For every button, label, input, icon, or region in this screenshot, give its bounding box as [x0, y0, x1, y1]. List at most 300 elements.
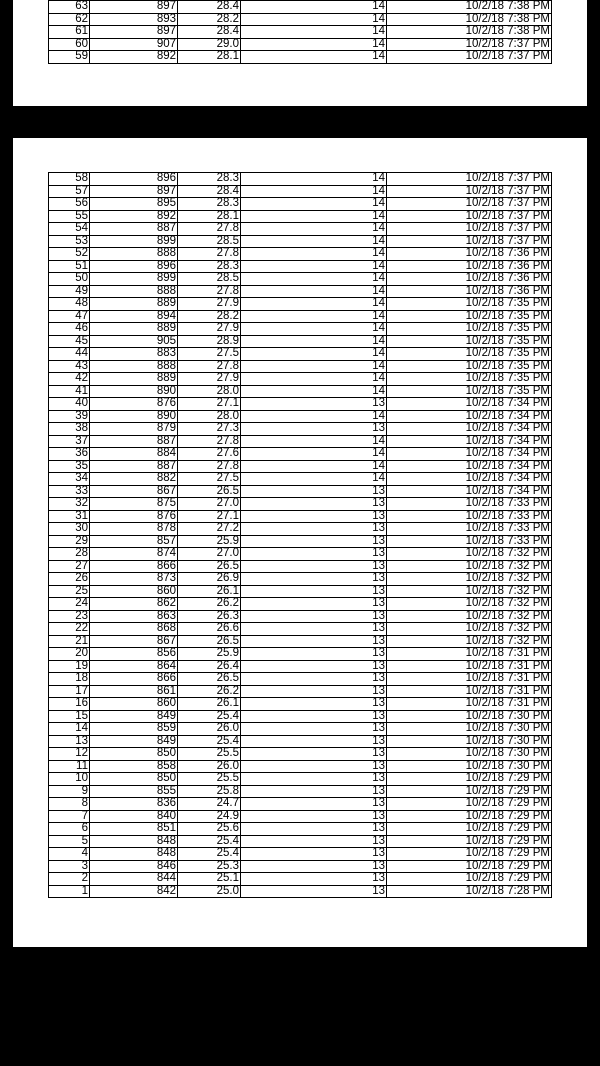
cell-count: 14	[241, 285, 387, 298]
cell-reading: 28.3	[178, 260, 241, 273]
cell-reading: 28.5	[178, 273, 241, 286]
cell-value: 862	[90, 598, 178, 611]
cell-timestamp: 10/2/18 7:36 PM	[387, 260, 552, 273]
cell-timestamp: 10/2/18 7:31 PM	[387, 648, 552, 661]
cell-count: 13	[241, 398, 387, 411]
cell-reading: 27.5	[178, 473, 241, 486]
cell-timestamp: 10/2/18 7:37 PM	[387, 223, 552, 236]
cell-reading: 27.9	[178, 373, 241, 386]
cell-id: 22	[49, 623, 90, 636]
cell-id: 51	[49, 260, 90, 273]
table-row	[49, 610, 552, 623]
cell-reading: 28.2	[178, 310, 241, 323]
cell-reading: 27.3	[178, 423, 241, 436]
cell-timestamp: 10/2/18 7:35 PM	[387, 348, 552, 361]
table-row	[49, 560, 552, 573]
cell-timestamp: 10/2/18 7:34 PM	[387, 448, 552, 461]
table-row	[49, 660, 552, 673]
cell-timestamp: 10/2/18 7:30 PM	[387, 710, 552, 723]
cell-reading: 28.5	[178, 235, 241, 248]
cell-timestamp: 10/2/18 7:37 PM	[387, 185, 552, 198]
cell-reading: 28.0	[178, 385, 241, 398]
cell-reading: 28.3	[178, 173, 241, 186]
cell-count: 14	[241, 38, 387, 51]
cell-id: 9	[49, 785, 90, 798]
table-row	[49, 38, 552, 51]
cell-timestamp: 10/2/18 7:35 PM	[387, 298, 552, 311]
cell-value: 855	[90, 785, 178, 798]
cell-timestamp: 10/2/18 7:31 PM	[387, 698, 552, 711]
cell-id: 21	[49, 635, 90, 648]
cell-value: 889	[90, 373, 178, 386]
cell-reading: 27.1	[178, 398, 241, 411]
table-row	[49, 635, 552, 648]
cell-id: 27	[49, 560, 90, 573]
cell-id: 23	[49, 610, 90, 623]
cell-count: 14	[241, 198, 387, 211]
cell-count: 13	[241, 810, 387, 823]
cell-reading: 25.6	[178, 823, 241, 836]
cell-count: 14	[241, 1, 387, 14]
cell-count: 13	[241, 523, 387, 536]
cell-count: 13	[241, 660, 387, 673]
cell-count: 13	[241, 785, 387, 798]
cell-value: 873	[90, 573, 178, 586]
cell-reading: 24.9	[178, 810, 241, 823]
table-row	[49, 698, 552, 711]
table-row	[49, 548, 552, 561]
table-row	[49, 760, 552, 773]
cell-value: 859	[90, 723, 178, 736]
cell-reading: 25.1	[178, 873, 241, 886]
cell-timestamp: 10/2/18 7:32 PM	[387, 635, 552, 648]
table-row	[49, 648, 552, 661]
cell-id: 5	[49, 835, 90, 848]
cell-id: 38	[49, 423, 90, 436]
table-row	[49, 310, 552, 323]
table-row	[49, 348, 552, 361]
table-row	[49, 848, 552, 861]
cell-reading: 25.4	[178, 848, 241, 861]
table-row	[49, 673, 552, 686]
cell-timestamp: 10/2/18 7:29 PM	[387, 848, 552, 861]
cell-id: 29	[49, 535, 90, 548]
cell-id: 32	[49, 498, 90, 511]
cell-id: 11	[49, 760, 90, 773]
cell-reading: 27.5	[178, 348, 241, 361]
cell-timestamp: 10/2/18 7:34 PM	[387, 485, 552, 498]
table-row	[49, 823, 552, 836]
cell-value: 883	[90, 348, 178, 361]
cell-value: 892	[90, 51, 178, 64]
cell-timestamp: 10/2/18 7:29 PM	[387, 773, 552, 786]
cell-timestamp: 10/2/18 7:31 PM	[387, 685, 552, 698]
cell-timestamp: 10/2/18 7:34 PM	[387, 460, 552, 473]
cell-id: 56	[49, 198, 90, 211]
cell-count: 13	[241, 585, 387, 598]
cell-reading: 25.8	[178, 785, 241, 798]
table-row	[49, 260, 552, 273]
cell-id: 16	[49, 698, 90, 711]
cell-timestamp: 10/2/18 7:38 PM	[387, 26, 552, 39]
cell-reading: 27.6	[178, 448, 241, 461]
cell-timestamp: 10/2/18 7:32 PM	[387, 610, 552, 623]
cell-reading: 26.5	[178, 673, 241, 686]
cell-value: 895	[90, 198, 178, 211]
cell-value: 866	[90, 673, 178, 686]
table-row	[49, 710, 552, 723]
cell-id: 7	[49, 810, 90, 823]
cell-reading: 27.0	[178, 498, 241, 511]
table-row	[49, 485, 552, 498]
cell-id: 12	[49, 748, 90, 761]
cell-timestamp: 10/2/18 7:29 PM	[387, 798, 552, 811]
cell-reading: 28.9	[178, 335, 241, 348]
cell-count: 14	[241, 223, 387, 236]
cell-count: 13	[241, 798, 387, 811]
table-row	[49, 785, 552, 798]
cell-id: 18	[49, 673, 90, 686]
cell-id: 8	[49, 798, 90, 811]
cell-count: 14	[241, 26, 387, 39]
cell-value: 897	[90, 185, 178, 198]
cell-value: 889	[90, 298, 178, 311]
cell-value: 887	[90, 435, 178, 448]
cell-timestamp: 10/2/18 7:32 PM	[387, 585, 552, 598]
cell-id: 45	[49, 335, 90, 348]
cell-timestamp: 10/2/18 7:36 PM	[387, 273, 552, 286]
table-row	[49, 13, 552, 26]
cell-timestamp: 10/2/18 7:35 PM	[387, 385, 552, 398]
cell-value: 874	[90, 548, 178, 561]
cell-reading: 26.2	[178, 685, 241, 698]
cell-reading: 25.5	[178, 748, 241, 761]
cell-timestamp: 10/2/18 7:30 PM	[387, 735, 552, 748]
cell-id: 48	[49, 298, 90, 311]
cell-timestamp: 10/2/18 7:33 PM	[387, 535, 552, 548]
cell-reading: 28.1	[178, 51, 241, 64]
cell-value: 857	[90, 535, 178, 548]
cell-count: 13	[241, 848, 387, 861]
cell-value: 849	[90, 710, 178, 723]
cell-reading: 27.9	[178, 323, 241, 336]
cell-reading: 27.8	[178, 223, 241, 236]
cell-id: 15	[49, 710, 90, 723]
cell-id: 52	[49, 248, 90, 261]
cell-count: 14	[241, 248, 387, 261]
table-row	[49, 835, 552, 848]
cell-reading: 26.9	[178, 573, 241, 586]
cell-timestamp: 10/2/18 7:29 PM	[387, 860, 552, 873]
cell-count: 13	[241, 535, 387, 548]
document-page-2	[13, 138, 587, 947]
cell-value: 850	[90, 773, 178, 786]
cell-timestamp: 10/2/18 7:32 PM	[387, 573, 552, 586]
table-row	[49, 623, 552, 636]
cell-id: 63	[49, 1, 90, 14]
cell-reading: 27.2	[178, 523, 241, 536]
cell-value: 863	[90, 610, 178, 623]
cell-value: 893	[90, 13, 178, 26]
cell-reading: 28.0	[178, 410, 241, 423]
cell-count: 14	[241, 51, 387, 64]
cell-id: 44	[49, 348, 90, 361]
cell-count: 13	[241, 748, 387, 761]
data-table-page-1	[48, 0, 552, 64]
cell-value: 860	[90, 585, 178, 598]
cell-count: 13	[241, 548, 387, 561]
cell-value: 856	[90, 648, 178, 661]
cell-value: 887	[90, 223, 178, 236]
cell-reading: 27.8	[178, 435, 241, 448]
cell-value: 892	[90, 210, 178, 223]
cell-id: 37	[49, 435, 90, 448]
cell-value: 861	[90, 685, 178, 698]
table-row	[49, 460, 552, 473]
cell-reading: 25.3	[178, 860, 241, 873]
table-row	[49, 473, 552, 486]
cell-reading: 26.0	[178, 760, 241, 773]
cell-timestamp: 10/2/18 7:33 PM	[387, 498, 552, 511]
cell-value: 890	[90, 385, 178, 398]
table-row	[49, 385, 552, 398]
cell-timestamp: 10/2/18 7:34 PM	[387, 473, 552, 486]
cell-id: 28	[49, 548, 90, 561]
cell-reading: 25.0	[178, 885, 241, 898]
cell-timestamp: 10/2/18 7:37 PM	[387, 38, 552, 51]
cell-timestamp: 10/2/18 7:38 PM	[387, 13, 552, 26]
table-row	[49, 1, 552, 14]
table-row	[49, 885, 552, 898]
table-row	[49, 235, 552, 248]
cell-timestamp: 10/2/18 7:29 PM	[387, 873, 552, 886]
cell-count: 13	[241, 723, 387, 736]
cell-count: 13	[241, 760, 387, 773]
cell-value: 836	[90, 798, 178, 811]
cell-value: 858	[90, 760, 178, 773]
cell-count: 14	[241, 410, 387, 423]
cell-value: 848	[90, 835, 178, 848]
table-row	[49, 273, 552, 286]
cell-count: 14	[241, 210, 387, 223]
cell-value: 850	[90, 748, 178, 761]
cell-reading: 26.5	[178, 485, 241, 498]
cell-timestamp: 10/2/18 7:35 PM	[387, 335, 552, 348]
cell-count: 13	[241, 573, 387, 586]
table-row	[49, 510, 552, 523]
cell-reading: 25.4	[178, 835, 241, 848]
cell-reading: 25.4	[178, 735, 241, 748]
cell-value: 905	[90, 335, 178, 348]
cell-id: 54	[49, 223, 90, 236]
cell-value: 864	[90, 660, 178, 673]
cell-id: 58	[49, 173, 90, 186]
table-row	[49, 773, 552, 786]
table-row	[49, 435, 552, 448]
cell-value: 866	[90, 560, 178, 573]
cell-reading: 26.0	[178, 723, 241, 736]
cell-id: 10	[49, 773, 90, 786]
cell-count: 13	[241, 685, 387, 698]
cell-timestamp: 10/2/18 7:30 PM	[387, 723, 552, 736]
cell-count: 14	[241, 185, 387, 198]
cell-value: 897	[90, 1, 178, 14]
cell-value: 894	[90, 310, 178, 323]
cell-reading: 28.4	[178, 1, 241, 14]
cell-value: 875	[90, 498, 178, 511]
cell-id: 55	[49, 210, 90, 223]
cell-value: 851	[90, 823, 178, 836]
table-row	[49, 223, 552, 236]
cell-id: 34	[49, 473, 90, 486]
cell-id: 24	[49, 598, 90, 611]
cell-count: 14	[241, 323, 387, 336]
cell-reading: 29.0	[178, 38, 241, 51]
table-row	[49, 298, 552, 311]
cell-reading: 25.5	[178, 773, 241, 786]
cell-reading: 28.4	[178, 26, 241, 39]
cell-count: 14	[241, 173, 387, 186]
cell-id: 2	[49, 873, 90, 886]
table-row	[49, 523, 552, 536]
cell-timestamp: 10/2/18 7:37 PM	[387, 173, 552, 186]
cell-value: 899	[90, 235, 178, 248]
cell-value: 849	[90, 735, 178, 748]
cell-reading: 27.8	[178, 248, 241, 261]
cell-timestamp: 10/2/18 7:37 PM	[387, 198, 552, 211]
cell-timestamp: 10/2/18 7:36 PM	[387, 248, 552, 261]
cell-count: 13	[241, 485, 387, 498]
cell-value: 896	[90, 260, 178, 273]
cell-value: 888	[90, 248, 178, 261]
cell-reading: 27.1	[178, 510, 241, 523]
cell-count: 13	[241, 873, 387, 886]
cell-reading: 25.9	[178, 535, 241, 548]
cell-id: 25	[49, 585, 90, 598]
cell-count: 14	[241, 473, 387, 486]
cell-value: 846	[90, 860, 178, 873]
cell-timestamp: 10/2/18 7:33 PM	[387, 510, 552, 523]
cell-reading: 28.1	[178, 210, 241, 223]
table-row	[49, 248, 552, 261]
cell-timestamp: 10/2/18 7:37 PM	[387, 210, 552, 223]
table-row	[49, 335, 552, 348]
cell-count: 13	[241, 498, 387, 511]
cell-count: 13	[241, 823, 387, 836]
cell-timestamp: 10/2/18 7:34 PM	[387, 410, 552, 423]
cell-reading: 27.8	[178, 285, 241, 298]
cell-value: 896	[90, 173, 178, 186]
cell-timestamp: 10/2/18 7:29 PM	[387, 835, 552, 848]
table-row	[49, 448, 552, 461]
cell-count: 13	[241, 648, 387, 661]
cell-reading: 24.7	[178, 798, 241, 811]
table-row	[49, 873, 552, 886]
cell-id: 30	[49, 523, 90, 536]
cell-value: 878	[90, 523, 178, 536]
cell-value: 890	[90, 410, 178, 423]
cell-count: 13	[241, 510, 387, 523]
cell-id: 61	[49, 26, 90, 39]
cell-reading: 27.8	[178, 460, 241, 473]
cell-id: 4	[49, 848, 90, 861]
cell-id: 36	[49, 448, 90, 461]
cell-id: 33	[49, 485, 90, 498]
cell-value: 882	[90, 473, 178, 486]
cell-value: 860	[90, 698, 178, 711]
cell-reading: 26.1	[178, 585, 241, 598]
cell-id: 1	[49, 885, 90, 898]
cell-timestamp: 10/2/18 7:37 PM	[387, 235, 552, 248]
cell-id: 40	[49, 398, 90, 411]
cell-count: 14	[241, 348, 387, 361]
cell-timestamp: 10/2/18 7:34 PM	[387, 398, 552, 411]
table-row	[49, 723, 552, 736]
cell-timestamp: 10/2/18 7:35 PM	[387, 360, 552, 373]
cell-value: 867	[90, 635, 178, 648]
cell-id: 3	[49, 860, 90, 873]
cell-reading: 26.3	[178, 610, 241, 623]
cell-reading: 28.3	[178, 198, 241, 211]
cell-value: 876	[90, 398, 178, 411]
cell-reading: 27.0	[178, 548, 241, 561]
cell-value: 888	[90, 285, 178, 298]
cell-id: 49	[49, 285, 90, 298]
cell-timestamp: 10/2/18 7:32 PM	[387, 560, 552, 573]
cell-value: 848	[90, 848, 178, 861]
table-row	[49, 373, 552, 386]
table-row	[49, 535, 552, 548]
cell-value: 907	[90, 38, 178, 51]
cell-timestamp: 10/2/18 7:36 PM	[387, 285, 552, 298]
cell-count: 13	[241, 835, 387, 848]
cell-id: 6	[49, 823, 90, 836]
cell-count: 14	[241, 235, 387, 248]
cell-value: 844	[90, 873, 178, 886]
cell-value: 887	[90, 460, 178, 473]
cell-count: 13	[241, 698, 387, 711]
cell-value: 842	[90, 885, 178, 898]
cell-count: 14	[241, 298, 387, 311]
cell-timestamp: 10/2/18 7:31 PM	[387, 660, 552, 673]
table-row	[49, 323, 552, 336]
cell-id: 20	[49, 648, 90, 661]
cell-id: 35	[49, 460, 90, 473]
table-row	[49, 360, 552, 373]
table-row	[49, 398, 552, 411]
table-row	[49, 185, 552, 198]
cell-timestamp: 10/2/18 7:30 PM	[387, 748, 552, 761]
cell-timestamp: 10/2/18 7:30 PM	[387, 760, 552, 773]
cell-timestamp: 10/2/18 7:34 PM	[387, 423, 552, 436]
cell-timestamp: 10/2/18 7:31 PM	[387, 673, 552, 686]
cell-id: 14	[49, 723, 90, 736]
cell-id: 47	[49, 310, 90, 323]
cell-id: 53	[49, 235, 90, 248]
cell-timestamp: 10/2/18 7:28 PM	[387, 885, 552, 898]
cell-value: 868	[90, 623, 178, 636]
cell-value: 888	[90, 360, 178, 373]
cell-count: 14	[241, 335, 387, 348]
data-table-page-2	[48, 172, 552, 898]
cell-count: 13	[241, 773, 387, 786]
cell-timestamp: 10/2/18 7:35 PM	[387, 310, 552, 323]
cell-id: 17	[49, 685, 90, 698]
cell-count: 14	[241, 260, 387, 273]
cell-count: 14	[241, 385, 387, 398]
cell-count: 13	[241, 623, 387, 636]
cell-count: 13	[241, 710, 387, 723]
